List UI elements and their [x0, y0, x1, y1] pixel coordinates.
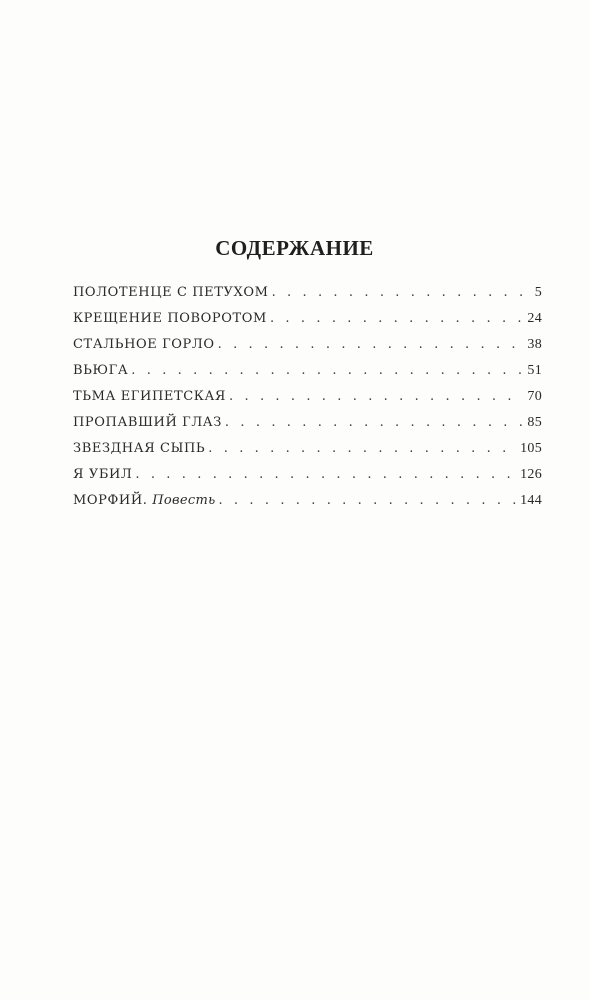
- toc-entry-title: ПОЛОТЕНЦЕ С ПЕТУХОМ: [73, 285, 269, 300]
- toc-entry-page-number: 70: [527, 389, 542, 404]
- toc-entry-page-number: 144: [520, 493, 542, 508]
- toc-entry: [73, 415, 542, 441]
- table-of-contents: [73, 285, 542, 519]
- toc-entry-page-number: 85: [527, 415, 542, 430]
- toc-entry: [73, 363, 542, 389]
- page-title: СОДЕРЖАНИЕ: [215, 236, 374, 260]
- toc-entry-title: СТАЛЬНОЕ ГОРЛО: [73, 337, 215, 352]
- toc-entry-page-number: 38: [527, 337, 542, 352]
- toc-entry-page-number: 5: [534, 285, 542, 300]
- toc-entry-title: ЗВЕЗДНАЯ СЫПЬ: [73, 441, 206, 456]
- toc-entry: [73, 467, 542, 493]
- toc-entry-title: ВЬЮГА: [73, 363, 129, 378]
- dot-leader: [218, 493, 517, 508]
- toc-entry: [73, 285, 542, 311]
- toc-entry-title: КРЕЩЕНИЕ ПОВОРОТОМ: [73, 311, 267, 326]
- dot-leader: [229, 389, 524, 404]
- toc-entry: [73, 493, 542, 519]
- toc-entry-title: [73, 493, 215, 508]
- dot-leader: [208, 441, 517, 456]
- toc-entry: [73, 337, 542, 363]
- dot-leader: [131, 363, 524, 378]
- toc-entry-page-number: 105: [520, 441, 542, 456]
- dot-leader: [225, 415, 524, 430]
- dot-leader: [135, 467, 517, 482]
- toc-entry-page-number: 24: [527, 311, 542, 326]
- toc-entry: [73, 311, 542, 337]
- dot-leader: [270, 311, 524, 326]
- toc-entry-page-number: 51: [527, 363, 542, 378]
- toc-entry-genre: Повесть: [152, 493, 216, 508]
- dot-leader: [272, 285, 532, 300]
- toc-entry-title: ПРОПАВШИЙ ГЛАЗ: [73, 415, 222, 430]
- toc-entry-title-text: МОРФИЙ.: [73, 493, 148, 508]
- toc-entry-page-number: 126: [520, 467, 542, 482]
- dot-leader: [218, 337, 525, 352]
- toc-entry: [73, 441, 542, 467]
- toc-entry-title: ТЬМА ЕГИПЕТСКАЯ: [73, 389, 227, 404]
- toc-entry-title: Я УБИЛ: [73, 467, 133, 482]
- toc-entry: [73, 389, 542, 415]
